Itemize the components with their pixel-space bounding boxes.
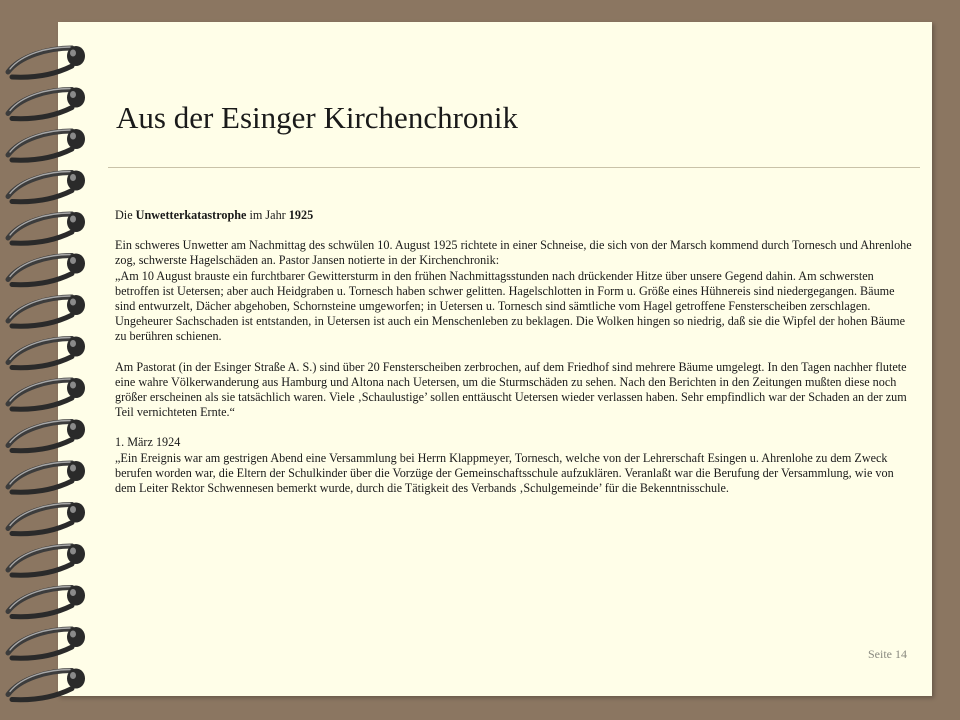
spiral-ring-icon bbox=[8, 627, 85, 658]
spiral-binding bbox=[0, 0, 110, 720]
paragraph-meeting: „Ein Ereignis war am gestrigen Abend eine Versammlung bei Herrn Klappmeyer, Tornesch, welche von der Lehrerschaft Esingen u. Ahrenlohe zu dem Zweck berufen worden war, die Eltern der Schulkinder über die Vorzüge der Gemeinschaftsschule aufzuklären. Veranlaßt war die Berufung der Versammlung, wie von dem Leiter Rektor Schwennesen bemerkt wurde, durch die Tätigkeit des Verbands ‚Schulgemeinde’ für die Bekenntnisschule. bbox=[115, 450, 894, 496]
spiral-ring-icon bbox=[8, 88, 85, 119]
paragraph-intro: Ein schweres Unwetter am Nachmittag des schwülen 10. August 1925 richtete in einer Schneise, die sich von der Marsch kommend durch Tornesch und Ahrenlohe zog, schwerste Hagelschäden an. Pastor Jansen notierte in der Kirchenchronik: bbox=[115, 238, 912, 268]
title-divider bbox=[108, 167, 920, 168]
page-title: Aus der Esinger Kirchenchronik bbox=[116, 100, 519, 135]
chronicle-text bbox=[115, 208, 915, 496]
spiral-ring-icon bbox=[8, 544, 85, 575]
spiral-ring-icon bbox=[8, 254, 85, 285]
spiral-ring-icon bbox=[8, 378, 85, 409]
spiral-ring-icon bbox=[8, 46, 85, 77]
heading-year: 1925 bbox=[288, 208, 314, 222]
spiral-ring-icon bbox=[8, 669, 85, 700]
spiral-ring-icon bbox=[8, 586, 85, 617]
spiral-ring-icon bbox=[8, 129, 85, 160]
date-entry: 1. März 1924 bbox=[115, 435, 181, 450]
paragraph-quote: „Am 10 August brauste ein furchtbarer Gewittersturm in den frühen Nachmittagsstunden nach drückender Hitze über unsere Gegend dahin. Am schwersten betroffen ist Uetersen; aber auch Heidgraben u. Tornesch haben schwer gelitten. Hagelschlotten in Form u. Größe eines Hühnereis sind niedergegangen. Bäume sind entwurzelt, Dächer abgehoben, Schornsteine umgeworfen; in Uetersen u. Tornesch sind sämtliche vom Hagel getroffene Fensterscheiben zerschlagen. Ungeheurer Sachschaden ist entstanden, in Uetersen ist auch ein Menschenleben zu beklagen. Die Wolken hingen so niedrig, daß sie die Wipfel der hohen Bäume zu berühren schienen. bbox=[115, 268, 906, 344]
section-heading bbox=[115, 208, 915, 223]
heading-middle: im Jahr bbox=[249, 208, 286, 222]
spiral-ring-icon bbox=[8, 461, 85, 492]
spiral-ring-icon bbox=[8, 420, 85, 451]
spiral-ring-icon bbox=[8, 295, 85, 326]
heading-prefix: Die bbox=[115, 208, 133, 222]
page-number: Seite 14 bbox=[868, 647, 907, 661]
spiral-ring-icon bbox=[8, 337, 85, 368]
spiral-ring-icon bbox=[8, 171, 85, 202]
heading-topic: Unwetterkatastrophe bbox=[135, 208, 247, 222]
spiral-ring-icon bbox=[8, 503, 85, 534]
paragraph-pastorat: Am Pastorat (in der Esinger Straße A. S.) sind über 20 Fensterscheiben zerbrochen, auf dem Friedhof sind mehrere Bäume umgelegt. In den Tagen nachher flutete eine wahre Völkerwanderung aus Hamburg und Altona nach Uetersen, um die Sturmschäden zu sehen. Nach den Berichten in den Zeitungen mußten diese noch größer erscheinen als sie tatsächlich waren. Viele ‚Schaulustige’ sollen enttäuscht Uetersen wieder verlassen haben. Sehr empfindlich war der Schaden an der zum Teil vernichteten Ernte.“ bbox=[115, 359, 907, 420]
spiral-ring-icon bbox=[8, 212, 85, 243]
